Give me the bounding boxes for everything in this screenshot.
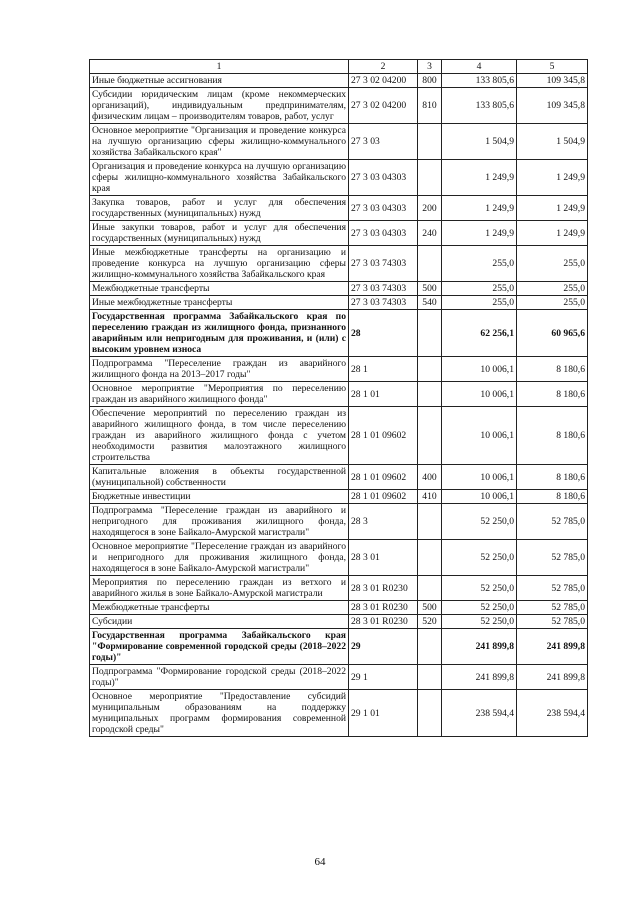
row-code: 27 3 02 04200 bbox=[349, 88, 418, 124]
row-value-col4: 10 006,1 bbox=[442, 407, 517, 465]
header-col-1: 1 bbox=[90, 60, 349, 74]
table-row bbox=[90, 629, 588, 665]
row-name: Подпрограмма "Переселение граждан из аварийного жилищного фонда на 2013–2017 годы" bbox=[90, 357, 349, 382]
table-row bbox=[90, 74, 588, 88]
row-code: 27 3 02 04200 bbox=[349, 74, 418, 88]
row-expense-type: 500 bbox=[418, 282, 442, 296]
header-col-4: 4 bbox=[442, 60, 517, 74]
row-value-col5: 109 345,8 bbox=[517, 74, 588, 88]
table-row bbox=[90, 296, 588, 310]
table-row bbox=[90, 407, 588, 465]
row-value-col4: 255,0 bbox=[442, 282, 517, 296]
row-value-col5: 8 180,6 bbox=[517, 490, 588, 504]
row-code: 27 3 03 04303 bbox=[349, 196, 418, 221]
row-value-col4: 52 250,0 bbox=[442, 615, 517, 629]
table-row bbox=[90, 160, 588, 196]
budget-table bbox=[89, 59, 588, 737]
row-code: 28 3 01 R0230 bbox=[349, 601, 418, 615]
row-value-col5: 60 965,6 bbox=[517, 310, 588, 357]
row-expense-type bbox=[418, 407, 442, 465]
row-value-col4: 10 006,1 bbox=[442, 382, 517, 407]
row-name: Субсидии bbox=[90, 615, 349, 629]
row-code: 29 1 01 bbox=[349, 690, 418, 737]
row-name: Основное мероприятие "Организация и проведение конкурса на лучшую организацию сферы жилищно-коммунального хозяйства Забайкальского края" bbox=[90, 124, 349, 160]
row-value-col4: 1 504,9 bbox=[442, 124, 517, 160]
table-row bbox=[90, 504, 588, 540]
row-code: 27 3 03 74303 bbox=[349, 296, 418, 310]
row-name: Капитальные вложения в объекты государственной (муниципальной) собственности bbox=[90, 465, 349, 490]
row-expense-type: 410 bbox=[418, 490, 442, 504]
row-expense-type bbox=[418, 382, 442, 407]
table-row bbox=[90, 690, 588, 737]
row-value-col4: 1 249,9 bbox=[442, 160, 517, 196]
row-value-col4: 133 805,6 bbox=[442, 74, 517, 88]
row-expense-type: 520 bbox=[418, 615, 442, 629]
row-value-col5: 1 504,9 bbox=[517, 124, 588, 160]
row-expense-type bbox=[418, 357, 442, 382]
row-code: 29 1 bbox=[349, 665, 418, 690]
row-code: 27 3 03 74303 bbox=[349, 282, 418, 296]
row-value-col5: 8 180,6 bbox=[517, 382, 588, 407]
row-value-col5: 8 180,6 bbox=[517, 465, 588, 490]
table-row bbox=[90, 196, 588, 221]
row-name: Субсидии юридическим лицам (кроме некоммерческих организаций), индивидуальным предпринимателям, физическим лицам – производителям товаров, работ, услуг bbox=[90, 88, 349, 124]
row-name: Обеспечение мероприятий по переселению граждан из аварийного жилищного фонда, в том числе переселению граждан из аварийного жилищного фонда с учетом необходимости развития малоэтажного жилищного строительства bbox=[90, 407, 349, 465]
row-value-col4: 52 250,0 bbox=[442, 576, 517, 601]
row-value-col5: 238 594,4 bbox=[517, 690, 588, 737]
row-name: Иные межбюджетные трансферты bbox=[90, 296, 349, 310]
table-row bbox=[90, 382, 588, 407]
table-row bbox=[90, 246, 588, 282]
row-value-col5: 52 785,0 bbox=[517, 540, 588, 576]
row-code: 28 1 bbox=[349, 357, 418, 382]
row-value-col4: 1 249,9 bbox=[442, 196, 517, 221]
budget-table-body bbox=[90, 60, 588, 737]
header-col-3: 3 bbox=[418, 60, 442, 74]
row-code: 28 1 01 09602 bbox=[349, 490, 418, 504]
row-value-col5: 8 180,6 bbox=[517, 357, 588, 382]
row-value-col4: 133 805,6 bbox=[442, 88, 517, 124]
row-name: Подпрограмма "Формирование городской среды (2018–2022 годы)" bbox=[90, 665, 349, 690]
row-expense-type bbox=[418, 310, 442, 357]
row-code: 28 1 01 09602 bbox=[349, 465, 418, 490]
row-expense-type: 200 bbox=[418, 196, 442, 221]
table-row bbox=[90, 88, 588, 124]
row-value-col5: 8 180,6 bbox=[517, 407, 588, 465]
row-expense-type bbox=[418, 629, 442, 665]
row-expense-type: 800 bbox=[418, 74, 442, 88]
table-row bbox=[90, 282, 588, 296]
row-expense-type bbox=[418, 665, 442, 690]
row-name: Иные межбюджетные трансферты на организацию и проведение конкурса на лучшую организацию сферы жилищно-коммунального хозяйства Забайкальского края bbox=[90, 246, 349, 282]
row-code: 28 1 01 bbox=[349, 382, 418, 407]
row-value-col5: 1 249,9 bbox=[517, 196, 588, 221]
row-value-col4: 10 006,1 bbox=[442, 357, 517, 382]
table-row bbox=[90, 124, 588, 160]
row-value-col5: 52 785,0 bbox=[517, 504, 588, 540]
row-code: 27 3 03 bbox=[349, 124, 418, 160]
row-expense-type bbox=[418, 124, 442, 160]
row-code: 28 1 01 09602 bbox=[349, 407, 418, 465]
row-value-col4: 52 250,0 bbox=[442, 601, 517, 615]
row-value-col4: 241 899,8 bbox=[442, 629, 517, 665]
table-row bbox=[90, 357, 588, 382]
row-code: 27 3 03 04303 bbox=[349, 160, 418, 196]
row-value-col4: 1 249,9 bbox=[442, 221, 517, 246]
row-value-col4: 52 250,0 bbox=[442, 540, 517, 576]
row-name: Межбюджетные трансферты bbox=[90, 601, 349, 615]
row-code: 27 3 03 74303 bbox=[349, 246, 418, 282]
header-col-5: 5 bbox=[517, 60, 588, 74]
row-value-col4: 255,0 bbox=[442, 246, 517, 282]
row-value-col4: 10 006,1 bbox=[442, 490, 517, 504]
row-value-col4: 62 256,1 bbox=[442, 310, 517, 357]
row-expense-type: 500 bbox=[418, 601, 442, 615]
row-name: Государственная программа Забайкальского края по переселению граждан из жилищного фонда, признанного аварийным или непригодным для проживания, и (или) с высоким уровнем износа bbox=[90, 310, 349, 357]
table-row bbox=[90, 576, 588, 601]
row-name: Бюджетные инвестиции bbox=[90, 490, 349, 504]
row-value-col5: 52 785,0 bbox=[517, 576, 588, 601]
table-row bbox=[90, 490, 588, 504]
header-col-2: 2 bbox=[349, 60, 418, 74]
row-value-col4: 241 899,8 bbox=[442, 665, 517, 690]
row-value-col4: 52 250,0 bbox=[442, 504, 517, 540]
row-expense-type: 400 bbox=[418, 465, 442, 490]
row-value-col5: 1 249,9 bbox=[517, 160, 588, 196]
row-expense-type bbox=[418, 576, 442, 601]
table-row bbox=[90, 615, 588, 629]
row-expense-type bbox=[418, 160, 442, 196]
row-code: 28 3 bbox=[349, 504, 418, 540]
row-code: 27 3 03 04303 bbox=[349, 221, 418, 246]
row-value-col5: 241 899,8 bbox=[517, 665, 588, 690]
row-expense-type bbox=[418, 690, 442, 737]
table-row bbox=[90, 665, 588, 690]
row-code: 28 bbox=[349, 310, 418, 357]
row-name: Организация и проведение конкурса на лучшую организацию сферы жилищно-коммунального хозяйства Забайкальского края bbox=[90, 160, 349, 196]
row-expense-type: 810 bbox=[418, 88, 442, 124]
table-row bbox=[90, 221, 588, 246]
row-name: Основное мероприятие "Предоставление субсидий муниципальным образованиям на поддержку муниципальных программ формирования современной городской среды" bbox=[90, 690, 349, 737]
row-code: 28 3 01 R0230 bbox=[349, 615, 418, 629]
row-value-col5: 1 249,9 bbox=[517, 221, 588, 246]
page-number: 64 bbox=[314, 856, 326, 868]
row-value-col4: 238 594,4 bbox=[442, 690, 517, 737]
row-name: Закупка товаров, работ и услуг для обеспечения государственных (муниципальных) нужд bbox=[90, 196, 349, 221]
row-name: Мероприятия по переселению граждан из ветхого и аварийного жилья в зоне Байкало-Амурской магистрали bbox=[90, 576, 349, 601]
row-value-col5: 255,0 bbox=[517, 246, 588, 282]
row-expense-type bbox=[418, 540, 442, 576]
row-value-col5: 255,0 bbox=[517, 282, 588, 296]
row-value-col5: 255,0 bbox=[517, 296, 588, 310]
table-row bbox=[90, 540, 588, 576]
row-name: Государственная программа Забайкальского края "Формирование современной городской среды (2018–2022 годы)" bbox=[90, 629, 349, 665]
row-expense-type: 240 bbox=[418, 221, 442, 246]
row-expense-type bbox=[418, 504, 442, 540]
row-value-col5: 109 345,8 bbox=[517, 88, 588, 124]
row-name: Основное мероприятие "Мероприятия по переселению граждан из аварийного жилищного фонда" bbox=[90, 382, 349, 407]
row-expense-type bbox=[418, 246, 442, 282]
row-name: Подпрограмма "Переселение граждан из аварийного и непригодного для проживания жилищного фонда, находящегося в зоне Байкало-Амурской магистрали" bbox=[90, 504, 349, 540]
row-name: Иные закупки товаров, работ и услуг для обеспечения государственных (муниципальных) нужд bbox=[90, 221, 349, 246]
row-name: Иные бюджетные ассигнования bbox=[90, 74, 349, 88]
row-value-col5: 241 899,8 bbox=[517, 629, 588, 665]
row-expense-type: 540 bbox=[418, 296, 442, 310]
row-code: 29 bbox=[349, 629, 418, 665]
row-code: 28 3 01 bbox=[349, 540, 418, 576]
row-name: Межбюджетные трансферты bbox=[90, 282, 349, 296]
row-value-col5: 52 785,0 bbox=[517, 601, 588, 615]
row-value-col4: 255,0 bbox=[442, 296, 517, 310]
row-name: Основное мероприятие "Переселение граждан из аварийного и непригодного для проживания жилищного фонда, находящегося в зоне Байкало-Амурской магистрали" bbox=[90, 540, 349, 576]
header-row bbox=[90, 60, 588, 74]
table-row bbox=[90, 601, 588, 615]
table-row bbox=[90, 310, 588, 357]
row-code: 28 3 01 R0230 bbox=[349, 576, 418, 601]
row-value-col4: 10 006,1 bbox=[442, 465, 517, 490]
row-value-col5: 52 785,0 bbox=[517, 615, 588, 629]
table-row bbox=[90, 465, 588, 490]
